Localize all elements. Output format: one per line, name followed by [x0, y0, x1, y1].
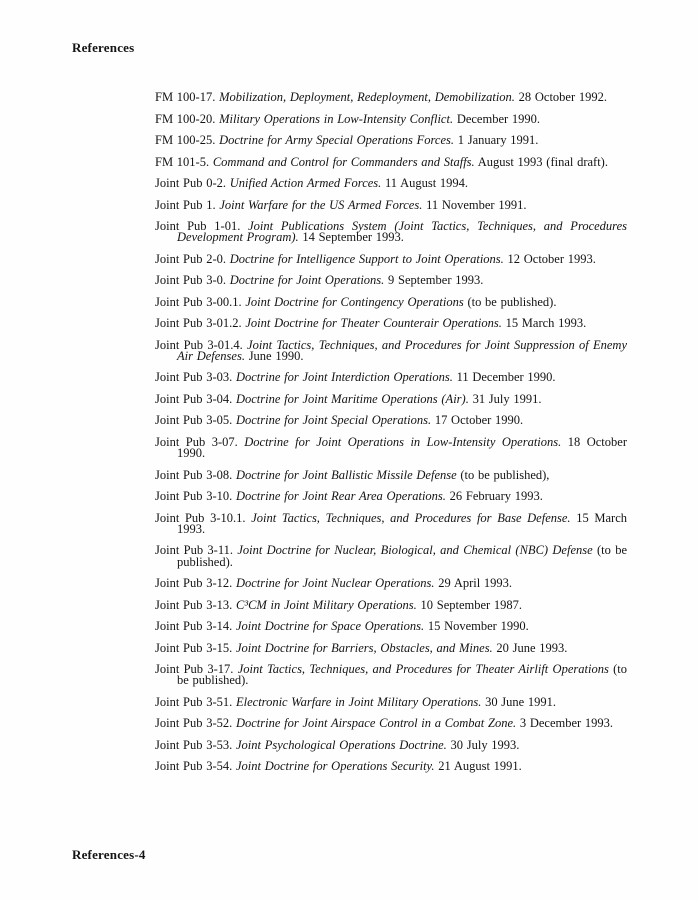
reference-title: Joint Doctrine for Operations Security. [235, 759, 435, 774]
reference-date: 1 January 1991. [457, 133, 539, 147]
reference-date: 10 September 1987. [420, 597, 523, 612]
reference-pub-number: FM 100-25. [155, 133, 216, 147]
reference-pub-number: Joint Pub 3-14. [155, 619, 233, 634]
reference-entry [155, 197, 627, 212]
reference-title: Joint Warfare for the US Armed Forces. [219, 197, 423, 212]
reference-date: 18 October 1990. [177, 434, 627, 461]
reference-pub-number: FM 101-5. [155, 154, 210, 169]
reference-entry [155, 761, 627, 772]
reference-date: 30 July 1993. [450, 737, 520, 752]
reference-entry [155, 318, 627, 329]
reference-pub-number: Joint Pub 3-03. [155, 370, 233, 385]
reference-pub-number: Joint Pub 1. [155, 197, 216, 212]
reference-title: Command and Control for Commanders and Staffs. [212, 154, 475, 169]
reference-date: June 1990. [248, 348, 304, 363]
reference-date: December 1990. [456, 111, 541, 126]
reference-date: (to be published), [460, 467, 550, 482]
reference-entry [155, 372, 627, 383]
reference-entry [155, 415, 627, 426]
reference-entry [155, 111, 627, 126]
reference-entry [155, 221, 627, 243]
reference-entry [155, 510, 628, 536]
page-header-references: References [72, 40, 135, 55]
reference-entry [155, 92, 627, 103]
reference-date: 21 August 1991. [438, 759, 522, 774]
reference-entry [155, 491, 627, 502]
reference-entry [155, 251, 627, 266]
reference-date: 29 April 1993. [438, 576, 513, 591]
reference-title: Doctrine for Joint Rear Area Operations. [235, 489, 446, 504]
reference-entry [155, 135, 627, 146]
reference-pub-number: Joint Pub 3-15. [155, 640, 233, 655]
reference-date: 15 March 1993. [177, 510, 628, 536]
reference-pub-number: Joint Pub 2-0. [155, 251, 226, 266]
reference-title: Doctrine for Joint Maritime Operations (Air). [235, 391, 469, 406]
reference-date: 11 December 1990. [456, 370, 556, 385]
reference-date: 20 June 1993. [496, 640, 568, 655]
reference-pub-number: Joint Pub 1-01. [155, 219, 241, 233]
reference-title: Military Operations in Low-Intensity Conflict. [219, 111, 454, 126]
reference-title: C³CM in Joint Military Operations. [235, 597, 417, 612]
reference-pub-number: Joint Pub 3-53. [155, 737, 233, 752]
reference-pub-number: Joint Pub 3-01.4. [155, 337, 243, 352]
reference-pub-number: Joint Pub 3-54. [155, 759, 233, 774]
reference-entry [155, 694, 627, 709]
reference-date: 12 October 1993. [507, 251, 596, 266]
reference-date: 15 March 1993. [505, 316, 587, 331]
reference-title: Joint Doctrine for Barriers, Obstacles, and Mines. [235, 640, 493, 655]
reference-date: 28 October 1992. [518, 90, 607, 104]
reference-pub-number: Joint Pub 3-01.2. [155, 316, 242, 331]
reference-title: Doctrine for Joint Interdiction Operations. [235, 370, 453, 385]
reference-date: (to be published). [177, 662, 627, 688]
reference-pub-number: Joint Pub 3-07. [155, 434, 238, 449]
reference-date: 3 December 1993. [519, 716, 614, 731]
reference-title: Electronic Warfare in Joint Military Operations. [235, 694, 482, 709]
reference-title: Doctrine for Joint Nuclear Operations. [235, 576, 435, 591]
reference-pub-number: Joint Pub 3-13. [155, 597, 233, 612]
reference-date: (to be published). [177, 543, 627, 569]
page-number-label: References-4 [72, 847, 146, 862]
reference-entry [155, 434, 627, 461]
reference-title: Doctrine for Joint Ballistic Missile Defense [235, 467, 457, 482]
reference-pub-number: Joint Pub 3-17. [155, 662, 234, 677]
reference-title: Doctrine for Joint Airspace Control in a Combat Zone. [235, 716, 517, 731]
reference-pub-number: Joint Pub 3-10. [155, 489, 233, 504]
reference-pub-number: Joint Pub 3-12. [155, 576, 233, 591]
reference-pub-number: Joint Pub 3-04. [155, 391, 233, 406]
reference-title: Joint Publications System (Joint Tactics, Techniques, and Procedures Development Program). [177, 219, 627, 245]
reference-date: 31 July 1991. [472, 391, 542, 406]
reference-title: Joint Doctrine for Space Operations. [235, 619, 425, 634]
reference-pub-number: FM 100-17. [155, 90, 216, 104]
reference-title: Unified Action Armed Forces. [229, 176, 382, 190]
reference-pub-number: Joint Pub 3-10.1. [155, 510, 246, 525]
reference-entry [155, 467, 627, 482]
reference-date: 17 October 1990. [434, 413, 524, 428]
reference-pub-number: FM 100-20. [155, 111, 216, 126]
reference-pub-number: Joint Pub 3-11. [155, 543, 233, 558]
reference-pub-number: Joint Pub 3-52. [155, 716, 233, 731]
reference-entry [155, 294, 627, 309]
reference-title: Doctrine for Intelligence Support to Joint Operations. [229, 251, 504, 266]
reference-title: Joint Doctrine for Contingency Operations [245, 294, 464, 309]
reference-title: Doctrine for Joint Operations. [229, 273, 385, 288]
reference-entry [155, 545, 627, 567]
reference-title: Doctrine for Joint Special Operations. [235, 413, 432, 428]
reference-entry [155, 154, 627, 169]
reference-entry [155, 178, 627, 189]
reference-title: Doctrine for Joint Operations in Low-Intensity Operations. [244, 434, 562, 449]
reference-entry [155, 275, 627, 286]
reference-pub-number: Joint Pub 3-51. [155, 694, 233, 709]
reference-title: Joint Tactics, Techniques, and Procedures for Joint Suppression of Enemy Air Defenses. [177, 337, 627, 363]
reference-entry [155, 664, 627, 686]
reference-title: Joint Tactics, Techniques, and Procedures for Theater Airlift Operations [237, 662, 609, 677]
reference-date: 26 February 1993. [449, 489, 543, 504]
reference-title: Joint Tactics, Techniques, and Procedures for Base Defense. [251, 510, 571, 525]
reference-pub-number: Joint Pub 3-08. [155, 467, 233, 482]
reference-entry [155, 337, 627, 363]
reference-date: 9 September 1993. [388, 273, 484, 288]
reference-title: Joint Psychological Operations Doctrine. [235, 737, 447, 752]
reference-entry [155, 640, 627, 655]
reference-entry [155, 578, 627, 589]
reference-entry [155, 737, 627, 752]
reference-title: Doctrine for Army Special Operations Forces. [219, 133, 454, 147]
reference-pub-number: Joint Pub 0-2. [155, 176, 226, 190]
reference-title: Joint Doctrine for Theater Counterair Operations. [245, 316, 502, 331]
reference-date: 14 September 1993. [302, 230, 404, 245]
reference-pub-number: Joint Pub 3-05. [155, 413, 233, 428]
reference-date: August 1993 (final draft). [477, 154, 608, 169]
reference-title: Joint Doctrine for Nuclear, Biological, and Chemical (NBC) Defense [237, 543, 593, 558]
reference-date: 11 August 1994. [385, 176, 469, 190]
reference-list [155, 92, 627, 783]
reference-entry [155, 621, 627, 632]
reference-entry [155, 718, 627, 729]
reference-title: Mobilization, Deployment, Redeployment, Demobilization. [219, 90, 515, 104]
reference-date: (to be published). [467, 294, 557, 309]
reference-pub-number: Joint Pub 3-00.1. [155, 294, 242, 309]
reference-entry [155, 391, 627, 406]
reference-pub-number: Joint Pub 3-0. [155, 273, 226, 288]
reference-date: 15 November 1990. [427, 619, 529, 634]
reference-entry [155, 597, 627, 612]
reference-date: 30 June 1991. [485, 694, 557, 709]
reference-date: 11 November 1991. [426, 197, 527, 212]
